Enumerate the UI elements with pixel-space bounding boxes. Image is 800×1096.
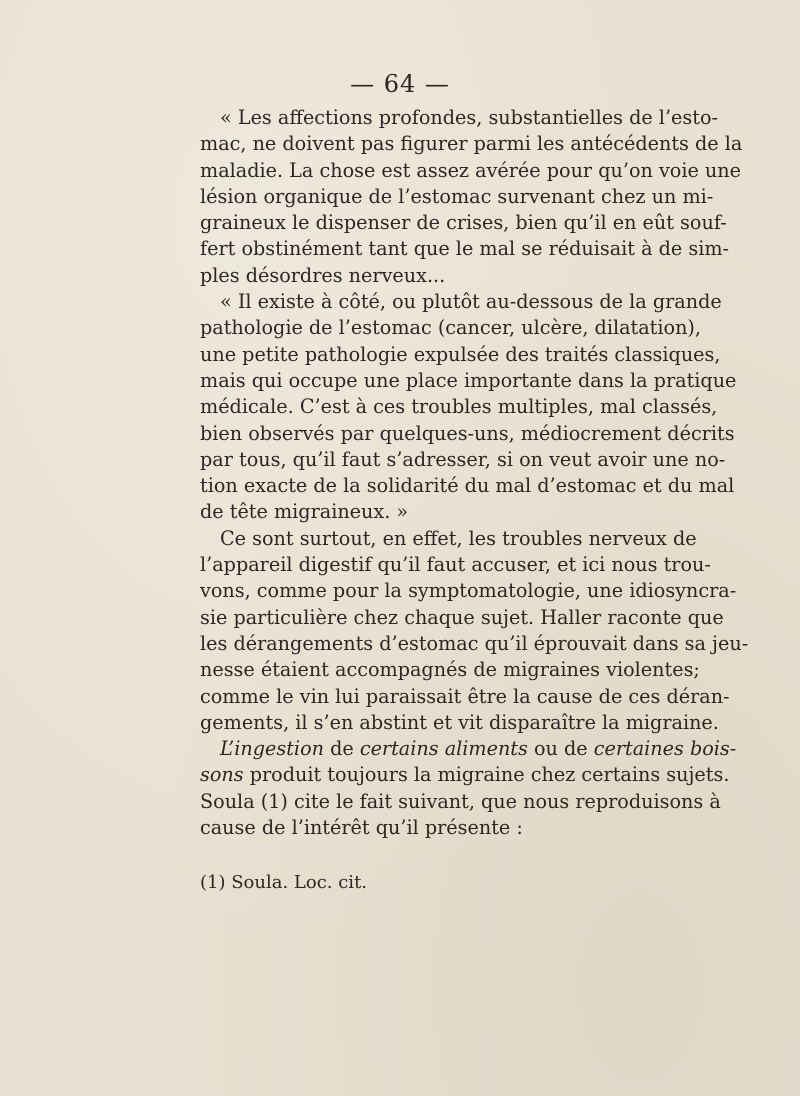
- text-line: Soula (1) cite le fait suivant, que nous reproduisons à: [200, 789, 721, 813]
- text-line: l’appareil digestif qu’il faut accuser, et ici nous trou-: [200, 553, 711, 577]
- text-line: pathologie de l’estomac (cancer, ulcère, dilatation),: [200, 316, 702, 340]
- body-text: [200, 105, 749, 841]
- text-line: graineux le dispenser de crises, bien qu’il en eût souf-: [200, 211, 727, 235]
- text-line: de tête migraineux. »: [200, 500, 409, 524]
- text-line-mixed: [200, 736, 737, 762]
- italic-text: L’ingestion: [220, 737, 324, 761]
- plain-text: produit toujours la migraine chez certains sujets.: [243, 763, 730, 787]
- text-line: mac, ne doivent pas figurer parmi les antécédents de la: [200, 132, 743, 156]
- text-line: fert obstinément tant que le mal se réduisait à de sim-: [200, 237, 730, 261]
- text-line: gements, il s’en abstint et vit disparaître la migraine.: [200, 710, 719, 734]
- text-line: vons, comme pour la symptomatologie, une idiosyncra-: [200, 579, 737, 603]
- text-line: médicale. C’est à ces troubles multiples, mal classés,: [200, 395, 718, 419]
- text-line: sie particulière chez chaque sujet. Haller raconte que: [200, 605, 724, 629]
- text-line-mixed: [200, 762, 730, 788]
- text-line: une petite pathologie expulsée des traités classiques,: [200, 342, 721, 366]
- plain-text: de: [323, 737, 360, 761]
- text-line: mais qui occupe une place importante dans la pratique: [200, 368, 737, 392]
- text-line: ples désordres nerveux...: [200, 263, 446, 287]
- text-line: maladie. La chose est assez avérée pour qu’on voie une: [200, 158, 742, 182]
- text-line: « Les affections profondes, substantielles de l’esto-: [220, 106, 718, 129]
- text-line: cause de l’intérêt qu’il présente :: [200, 816, 523, 840]
- text-line: bien observés par quelques-uns, médiocrement décrits: [200, 421, 735, 445]
- text-line: tion exacte de la solidarité du mal d’estomac et du mal: [200, 474, 735, 498]
- plain-text: ou de: [527, 737, 594, 761]
- footnote: (1) Soula. Loc. cit.: [200, 872, 368, 893]
- text-line: « Il existe à côté, ou plutôt au-dessous de la grande: [220, 290, 722, 314]
- text-line: comme le vin lui paraissait être la cause de ces déran-: [200, 684, 730, 708]
- italic-text: certains aliments: [359, 737, 528, 761]
- text-line: Ce sont surtout, en effet, les troubles nerveux de: [220, 526, 697, 550]
- text-line: les dérangements d’estomac qu’il éprouvait dans sa jeu-: [200, 631, 749, 655]
- text-line: nesse étaient accompagnés de migraines violentes;: [200, 658, 700, 682]
- page-number: — 64 —: [350, 70, 450, 98]
- text-line: par tous, qu’il faut s’adresser, si on veut avoir une no-: [200, 447, 726, 471]
- text-line: lésion organique de l’estomac survenant chez un mi-: [200, 184, 714, 208]
- italic-text: sons: [200, 763, 244, 787]
- italic-text: certaines bois-: [593, 737, 737, 761]
